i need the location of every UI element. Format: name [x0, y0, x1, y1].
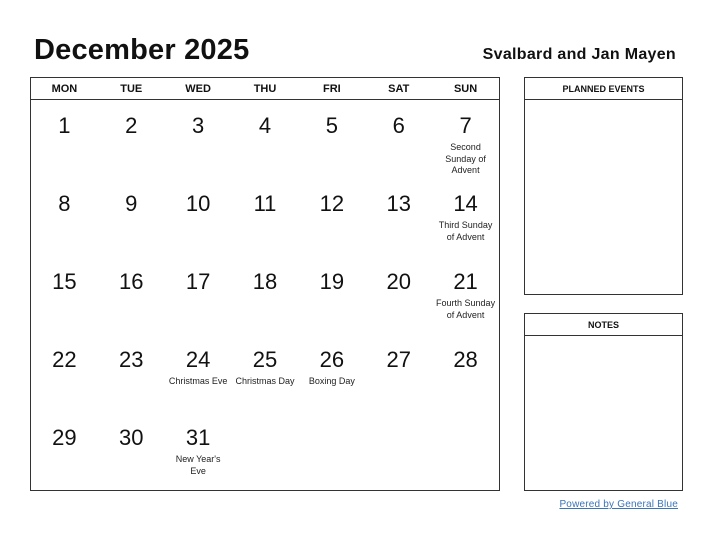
- day-number: 13: [386, 191, 411, 216]
- day-cell: [298, 100, 365, 178]
- weekday-header: [31, 78, 499, 100]
- day-cell: [365, 412, 432, 490]
- day-number: 11: [253, 191, 277, 216]
- day-number: 29: [52, 425, 77, 450]
- holiday-label: Fourth Sunday of Advent: [436, 298, 496, 320]
- holiday-label: Boxing Day: [308, 376, 355, 386]
- day-cell: [432, 412, 499, 490]
- planned-events-title: PLANNED EVENTS: [525, 78, 682, 100]
- weekday-thu: THU: [253, 83, 277, 95]
- day-cell: [165, 256, 232, 334]
- day-number: 3: [192, 113, 205, 138]
- day-cell: [31, 256, 98, 334]
- day-cell: [365, 334, 432, 412]
- notes-title: NOTES: [525, 314, 682, 336]
- day-number: 23: [119, 347, 144, 372]
- weekday-fri: FRI: [322, 83, 341, 95]
- notes-panel: [524, 313, 683, 491]
- holiday-label: Christmas Day: [235, 376, 295, 386]
- day-number: 27: [386, 347, 411, 372]
- day-number: 28: [453, 347, 478, 372]
- day-number: 9: [125, 191, 138, 216]
- day-cell: [31, 334, 98, 412]
- day-cell: [165, 178, 232, 256]
- day-number: 31: [185, 425, 211, 450]
- day-cell: [31, 178, 98, 256]
- weekday-mon: MON: [51, 83, 78, 95]
- day-cell: [432, 100, 499, 178]
- day-number: 15: [52, 269, 77, 294]
- day-cell: [365, 178, 432, 256]
- day-cell: [31, 100, 98, 178]
- day-cell: [165, 100, 232, 178]
- day-cell: [365, 100, 432, 178]
- day-number: 30: [119, 425, 144, 450]
- weekday-wed: WED: [185, 83, 211, 95]
- holiday-label: New Year's Eve: [175, 454, 221, 476]
- day-cell: [98, 412, 165, 490]
- day-cell: [298, 178, 365, 256]
- day-number: 20: [386, 269, 411, 294]
- day-number: 4: [258, 113, 272, 138]
- region-label: Svalbard and Jan Mayen: [482, 46, 676, 63]
- day-number: 24: [185, 347, 211, 372]
- day-cell: [365, 256, 432, 334]
- day-number: 19: [319, 269, 345, 294]
- weekday-sat: SAT: [388, 83, 410, 95]
- day-number: 5: [325, 113, 338, 138]
- day-cell: [432, 256, 499, 334]
- weekday-sun: SUN: [453, 83, 478, 95]
- day-cell: [298, 334, 365, 412]
- day-number: 18: [252, 269, 278, 294]
- day-number: 6: [392, 113, 405, 138]
- day-cell: [31, 412, 98, 490]
- day-number: 10: [185, 191, 211, 216]
- day-cell: [165, 334, 232, 412]
- day-number: 8: [58, 191, 71, 216]
- day-cell: [98, 100, 165, 178]
- day-number: 1: [58, 113, 71, 138]
- day-number: 26: [319, 347, 345, 372]
- day-number: 21: [453, 269, 478, 294]
- day-cell: [232, 178, 299, 256]
- day-cell: [98, 178, 165, 256]
- holiday-label: Christmas Eve: [168, 376, 228, 386]
- weekday-tue: TUE: [120, 83, 143, 95]
- day-number: 25: [252, 347, 278, 372]
- page-title: December 2025: [34, 34, 250, 66]
- calendar-days: [31, 100, 499, 490]
- day-cell: [432, 178, 499, 256]
- powered-by-link[interactable]: Powered by General Blue: [559, 499, 678, 510]
- day-number: 7: [459, 113, 472, 138]
- day-cell: [232, 100, 299, 178]
- holiday-label: Third Sunday of Advent: [438, 220, 493, 242]
- day-cell: [165, 412, 232, 490]
- day-number: 2: [125, 113, 138, 138]
- day-cell: [298, 412, 365, 490]
- day-cell: [298, 256, 365, 334]
- day-cell: [432, 334, 499, 412]
- day-number: 17: [185, 269, 211, 294]
- day-cell: [98, 256, 165, 334]
- day-number: 16: [119, 269, 144, 294]
- day-cell: [232, 256, 299, 334]
- day-number: 12: [319, 191, 345, 216]
- day-number: 14: [453, 191, 478, 216]
- day-cell: [232, 412, 299, 490]
- day-number: 22: [52, 347, 77, 372]
- calendar-grid: [30, 77, 500, 491]
- day-cell: [98, 334, 165, 412]
- planned-events-panel: [524, 77, 683, 295]
- holiday-label: Second Sunday of Advent: [445, 142, 486, 175]
- day-cell: [232, 334, 299, 412]
